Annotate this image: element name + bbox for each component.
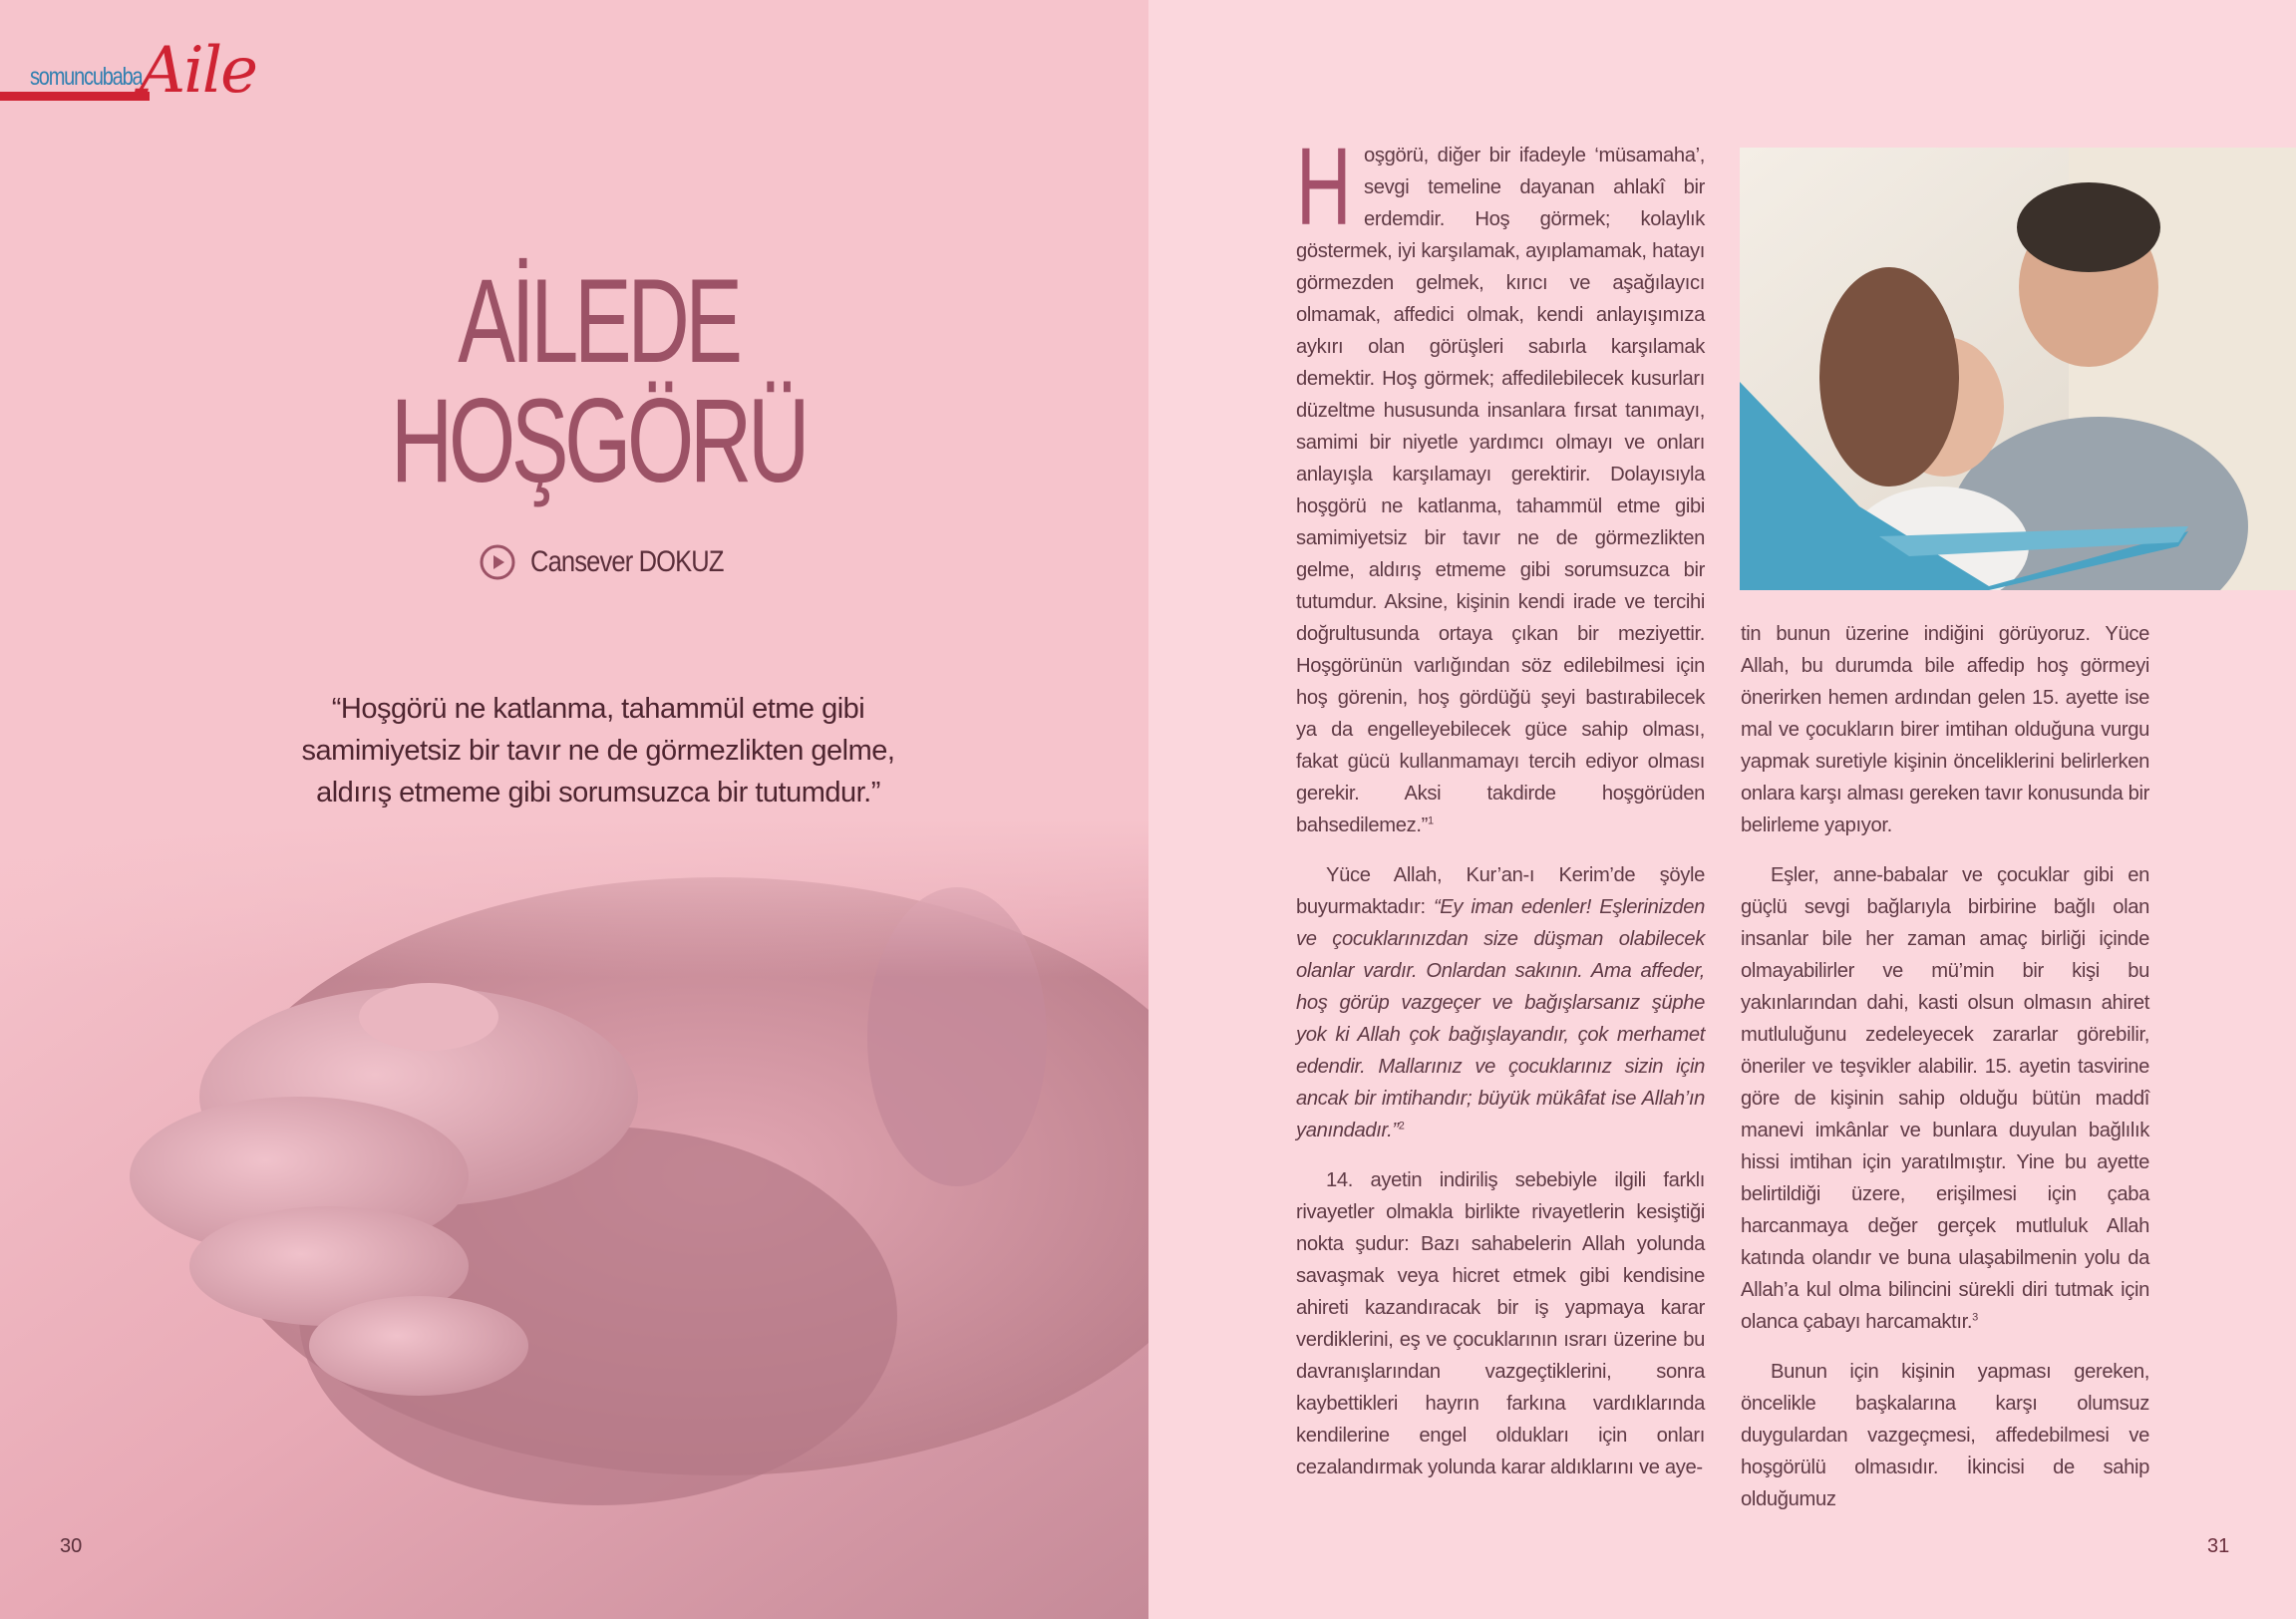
- body-paragraph: [1741, 618, 2149, 841]
- pull-quote-line: samimiyetsiz bir tavır ne de görmezlikten gelme,: [301, 735, 895, 767]
- author-name: Cansever DOKUZ: [530, 545, 724, 578]
- footnote-marker: 3: [1972, 1311, 1978, 1324]
- father-daughter-photo: [1740, 148, 2296, 590]
- body-column-1: [1296, 126, 1705, 1501]
- logo-bar: [0, 92, 150, 101]
- paragraph-text: Eşler, anne-babalar ve çocuklar gibi en güçlü sevgi bağlarıyla birbirine bağlı olan insanlar bile her zaman amaç birliği içinde olmayabilirler ve mü’min bir kişi bu yakınlarından dahi, kasti olsun olmasın ahiret mutluluğunu zedeleyecek zararlar görebilir, öneriler ve teşvikler alabilir. 15. ayetin tasvirine göre de kişinin sahip olduğu bütün maddî manevi imkânlar ve bunlara duyulan bağlılık hissi imtihan için yaratılmıştır. Yine bu ayette belirtildiği üzere, erişilmesi için çaba harcanmaya değer gerçek mutluluk Allah katında olandır ve buna ulaşabilmenin yolu da Allah’a kul olma bilincini sürekli diri tutmak için olanca çabayı harcamaktır.: [1741, 864, 2149, 1333]
- body-paragraph: [1296, 859, 1705, 1146]
- drop-cap: H: [1296, 126, 1352, 248]
- logo-aile-text: Aile: [140, 34, 257, 108]
- magazine-logo: [0, 30, 259, 120]
- body-column-2: [1741, 618, 2149, 1533]
- paragraph-text: Yüce Allah, Kur’an-ı Kerim’de şöyle buyurmaktadır:: [1296, 864, 1705, 918]
- body-paragraph: [1296, 1164, 1705, 1483]
- author-byline: [479, 542, 758, 582]
- pull-quote: [269, 688, 927, 813]
- logo-small-text: somuncubaba: [30, 63, 143, 91]
- footnote-marker: 2: [1398, 1120, 1405, 1133]
- paragraph-text: Bunun için kişinin yapması gereken, öncelikle başkalarına karşı olumsuz duygulardan vazgeçmesi, affedebilmesi ve hoşgörülü olmasıdır. İkincisi de sahip olduğumuz: [1741, 1361, 2149, 1510]
- page-number-right: 31: [2207, 1535, 2230, 1557]
- footnote-marker: 1: [1428, 814, 1434, 827]
- play-circle-icon: [479, 543, 516, 581]
- paragraph-text: tin bunun üzerine indiğini görüyoruz. Yüce Allah, bu durumda bile affedip hoş görmeyi önerirken hemen ardından gelen 15. ayette ise mal ve çocukların birer imtihan olduğuna vurgu yapmak suretiyle kişinin önceliklerini belirlerken onlara karşı alması gereken tavır konusunda bir belirleme yapıyor.: [1741, 623, 2149, 836]
- body-paragraph: [1296, 126, 1705, 841]
- paragraph-text: oşgörü, diğer bir ifadeyle ‘müsamaha’, sevgi temeline dayanan ahlakî bir erdemdir. Hoş görmek; kolaylık göstermek, iyi karşılamak, ayıplamamak, hatayı görmezden gelmek, kırıcı ve aşağılayıcı olmamak, affedici olmak, kendi anlayışımıza aykırı olan görüşleri sabırla karşılamak demektir. Hoş görmek; affedilebilecek kusurları düzeltme hususunda insanlara fırsat tanımayı, samimi bir niyetle yardımcı olmayı ve onları anlayışla karşılamayı gerektirir. Dolayısıyla hoşgörü ne katlanma, tahammül etme gibi samimiyetsiz bir tavır ne de görmezlikten gelme, aldırış etmeme gibi sorumsuzca bir tutumdur. Aksine, kişinin kendi irade ve tercihi doğrultusunda ortaya çıkan bir meziyettir. Hoşgörünün varlığından söz edilebilmesi için hoş görenin, hoş gördüğü şeyi bastırabilecek ya da engelleyebilecek güce sahip olması, fakat gücü kullanmamayı tercih ediyor olması gerekir. Aksi takdirde hoşgörüden bahsedilemez.”: [1296, 145, 1705, 836]
- pull-quote-line: aldırış etmeme gibi sorumsuzca bir tutumdur.”: [316, 777, 880, 809]
- body-paragraph: [1741, 1356, 2149, 1515]
- paragraph-text: 14. ayetin indiriliş sebebiyle ilgili farklı rivayetler olmakla birlikte rivayetlerin kesiştiği nokta şudur: Bazı sahabelerin Allah yolunda savaşmak veya hicret etmek gibi kendisine ahireti kazandıracak bir iş yapmaya karar verdiklerini, eş ve çocuklarının ısrarı üzerine bu davranışlarından vazgeçtiklerini, sonra kaybettikleri hayrın farkına vardıklarında kendilerine engel oldukları için onları cezalandırmak yolunda karar aldıklarını ve aye-: [1296, 1169, 1705, 1478]
- quran-quote: “Ey iman edenler! Eşlerinizden ve çocuklarınızdan size düşman olabilecek olanlar vardır. Onlardan sakının. Ama affeder, hoş görüp vazgeçer ve bağışlarsanız şüphe yok ki Allah çok bağışlayandır, çok merhamet edendir. Mallarınız ve çocuklarınız sizin için ancak bir imtihandır; büyük mükâfat ise Allah’ın yanındadır.”: [1296, 896, 1705, 1141]
- page-number-left: 30: [60, 1535, 83, 1557]
- baby-hand-photo: [0, 817, 1148, 1619]
- body-paragraph: [1741, 859, 2149, 1338]
- article-title: AİLEDE HOŞGÖRÜ: [390, 254, 807, 507]
- pull-quote-line: “Hoşgörü ne katlanma, tahammül etme gibi: [331, 693, 865, 725]
